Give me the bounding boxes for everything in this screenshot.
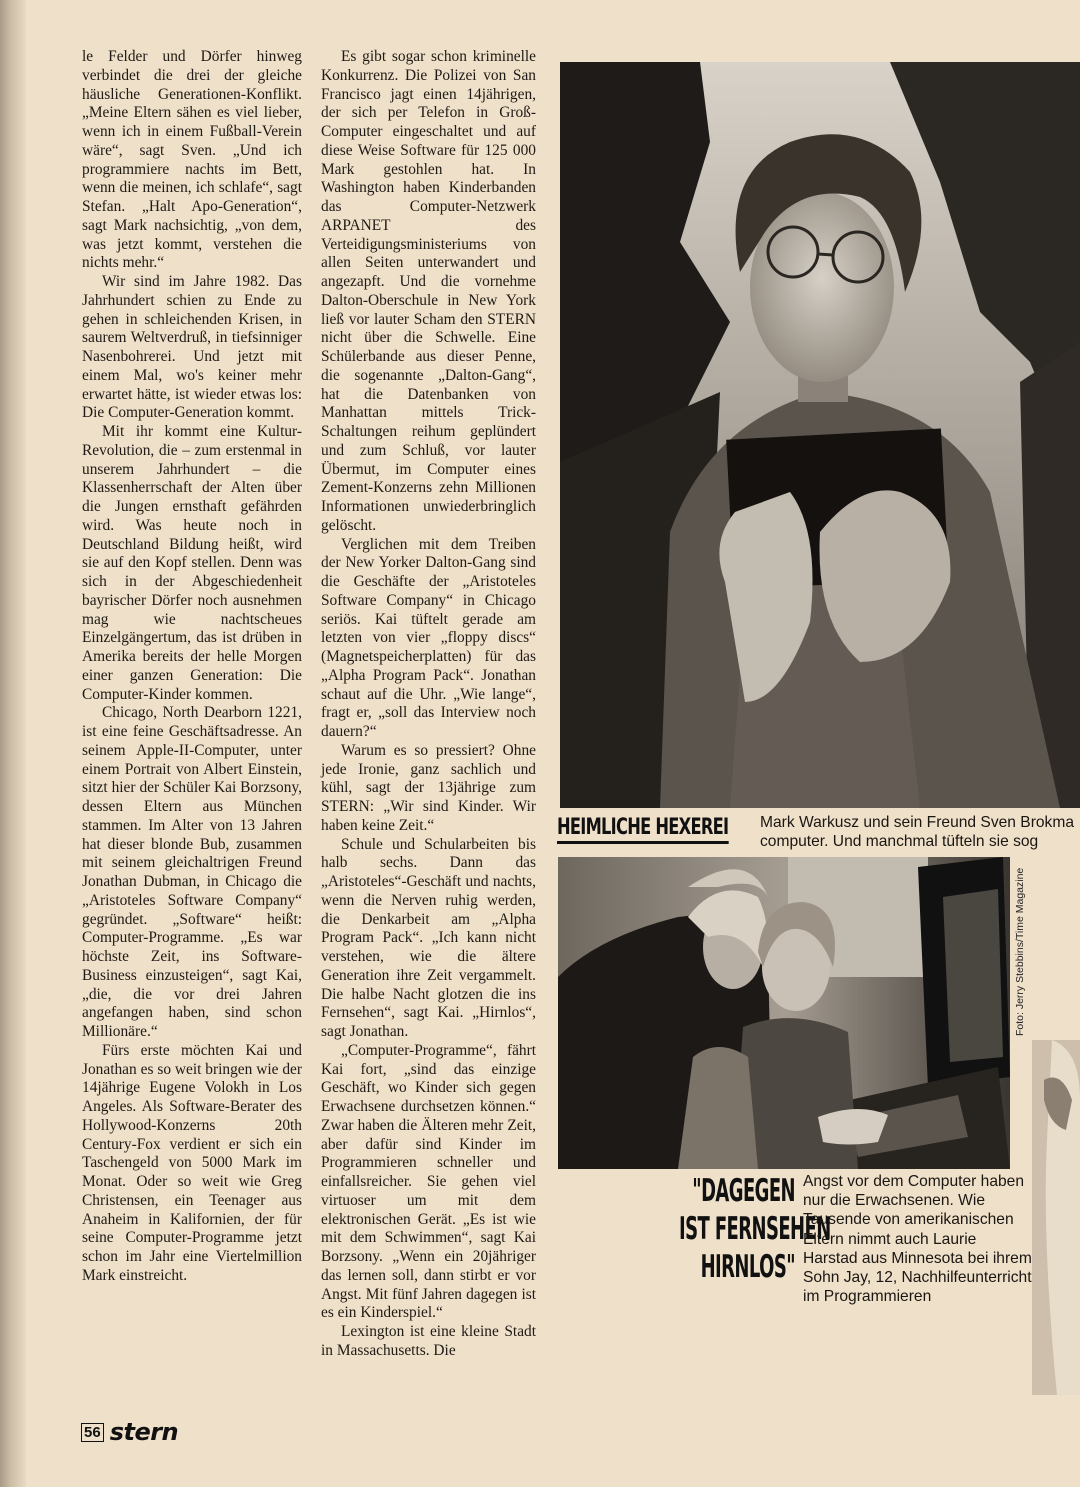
paragraph: Fürs erste möchten Kai und Jonathan es so weit bringen wie der 14jährige Eugene Volokh in Los Angeles. Als Software-Berater des Hollywood-Konzerns 20th Century-Fox verdient er sich ein Taschengeld von 5000 Mark im Monat. Oder so weit wie Greg Christensen, ein Teenager aus Anaheim in Kalifornien, der für seine Computer-Programme jetzt schon im Jahr eine Viertelmillion Mark einstreicht. (82, 1041, 302, 1284)
paragraph: Chicago, North Dearborn 1221, ist eine feine Geschäftsadresse. An seinem Apple-II-Computer, unter einem Portrait von Albert Einstein, sitzt hier der Schüler Kai Borzsony, dessen Eltern aus München stammen. Im Alter von 13 Jahren hat dieser blonde Bub, zusammen mit seinem gleichaltrigen Freund Jonathan Dubman, in Chicago die „Aristoteles Software Company“ gegründet. „Software“ heißt: Computer-Programme. „Es war höchste Zeit, ins Software-Business einzusteigen“, sagt Kai, „die, die vor drei Jahren angefangen haben, sind schon Millionäre.“ (82, 704, 302, 1040)
photo-mother-son-computer (558, 857, 1010, 1169)
caption-headline-2-line: IST FERNSEHEN (679, 1211, 831, 1247)
paragraph: Schule und Schularbeiten bis halb sechs. Dann das „Aristoteles“-Geschäft und nachts, wenn die Nerven ruhig werden, die Denkarbeit am „Alpha Program Pack“. „Ich kann nicht verstehen, wie die ältere Generation ihre Zeit vergammelt. Die halbe Nacht glotzen die ins Fernsehen“, sagt Kai. „Hirnlos“, sagt Jonathan. (321, 835, 536, 1040)
photo-boy-with-book (560, 62, 1080, 808)
paragraph: Warum es so pressiert? Ohne jede Ironie, ganz sachlich und kühl, sagt der 13jährige zum STERN: „Wir sind Kinder. Wir haben keine Zeit.“ (321, 741, 536, 834)
caption-text-2: Angst vor dem Computer haben nur die Erwachsenen. Wie Tausende von amerikanischen Eltern nimmt auch Laurie Harstad aus Minnesota bei ihrem Sohn Jay, 12, Nachhilfeunterricht im Programmieren (803, 1173, 1032, 1306)
paragraph: Verglichen mit dem Treiben der New Yorker Dalton-Gang sind die Geschäfte der „Aristoteles Software Company“ in Chicago seriös. Kai tüftelt gerade am letzten von vier „floppy discs“ (Magnetspeicherplatten) für das „Alpha Program Pack“. Jonathan schaut auf die Uhr. „Wie lange“, fragt er, „soll das Interview noch dauern?“ (321, 535, 536, 740)
page-footer (81, 1418, 178, 1446)
paragraph: „Computer-Programme“, fährt Kai fort, „sind das einzige Geschäft, wo Kinder sich gegen Erwachsene durchsetzen können.“ Zwar haben die Älteren mehr Zeit, aber dafür sind Kinder im Programmieren schneller und einfallsreicher. Sie gehen viel virtuoser um mit dem elektronischen Gerät. „Es ist wie mit dem Schwimmen“, sagt Kai Borzsony. „Wenn ein 20jähriger das lernen soll, dann stirbt er vor Angst. Mit fünf Jahren dagegen ist es ein Kinderspiel.“ (321, 1041, 536, 1322)
page-binding-edge (0, 0, 26, 1487)
photo-boy-with-book-image (560, 62, 1080, 808)
article-column-1 (82, 48, 302, 1286)
caption-headline-2-line: HIRNLOS" (700, 1249, 795, 1285)
paragraph: Lexington ist eine kleine Stadt in Massachusetts. Die (321, 1323, 536, 1359)
paragraph: Es gibt sogar schon kriminelle Konkurrenz. Die Polizei von San Francisco jagt einen 14jährigen, der sich per Telefon in Groß-Computer eingeschaltet und auf diese Weise Software für 125 000 Mark gestohlen hat. In Washington haben Kinderbanden das Computer-Netzwerk ARPANET des Verteidigungsministeriums von allen Seiten unterwandert und angezapft. Und die vornehme Dalton-Oberschule in New York ließ vor lauter Scham den STERN nicht über die Schwelle. Eine Schülerbande aus dieser Penne, die sogenannte „Dalton-Gang“, hat die Datenbanken von Manhattan mittels Trick-Schaltungen reihum geplündert und zum Schluß, vor lauter Übermut, im Computer eines Zement-Konzerns zehn Millionen Informationen unwiederbringlich gelöscht. (321, 48, 536, 534)
paragraph: le Felder und Dörfer hinweg verbindet die drei der gleiche häusliche Generationen-Konflikt. „Meine Eltern sähen es viel lieber, wenn ich in einem Fußball-Verein wäre“, sagt Sven. „Und ich programmiere nachts im Bett, wenn die meinen, ich schlafe“, sagt Stefan. „Halt Apo-Generation“, sagt Mark nachsichtig, „von dem, was jetzt kommt, verstehen die nichts mehr.“ (82, 48, 302, 272)
paragraph: Mit ihr kommt eine Kultur-Revolution, die – zum erstenmal in unserem Jahrhundert – die Klassenherrschaft der Alten über die Jungen ernsthaft gefährden wird. Was heute noch in Deutschland Bildung heißt, wird sie auf den Kopf stellen. Denn was sich in der Abgeschiedenheit bayrischer Dörfer noch ausnehmen mag wie nachtscheues Einzelgängertum, das ist drüben in Amerika bereits der helle Morgen einer ganzen Generation: Die Computer-Kinder kommen. (82, 423, 302, 703)
caption-text-1-line: Mark Warkusz und sein Freund Sven Brokma (760, 814, 1075, 831)
page-number: 56 (81, 1423, 104, 1442)
paragraph: Wir sind im Jahre 1982. Das Jahrhundert schien zu Ende zu gehen in schleichenden Krisen, in saurem Weltverdruß, in tiefsinniger Nasenbohrerei. Und jetzt mit einem Mal, wo's keiner mehr erwartet hätte, ist wieder etwas los: Die Computer-Generation kommt. (82, 273, 302, 422)
caption-headline-2 (595, 1172, 831, 1286)
caption-headline-1: HEIMLICHE HEXEREI (557, 815, 728, 844)
caption-headline-2-line: "DAGEGEN (692, 1173, 795, 1209)
photo-credit: Foto: Jerry Stebbins/Time Magazine (1014, 867, 1026, 1036)
stern-logo: stern (109, 1418, 179, 1446)
photo-mother-son-computer-image (558, 857, 1010, 1169)
caption-text-1-line: computer. Und manchmal tüfteln sie sog (760, 833, 1039, 851)
article-column-2 (321, 48, 536, 1361)
caption-text-1 (760, 813, 1080, 853)
photo-fragment-right-image (1032, 1040, 1080, 1395)
photo-fragment-right (1032, 1040, 1080, 1395)
